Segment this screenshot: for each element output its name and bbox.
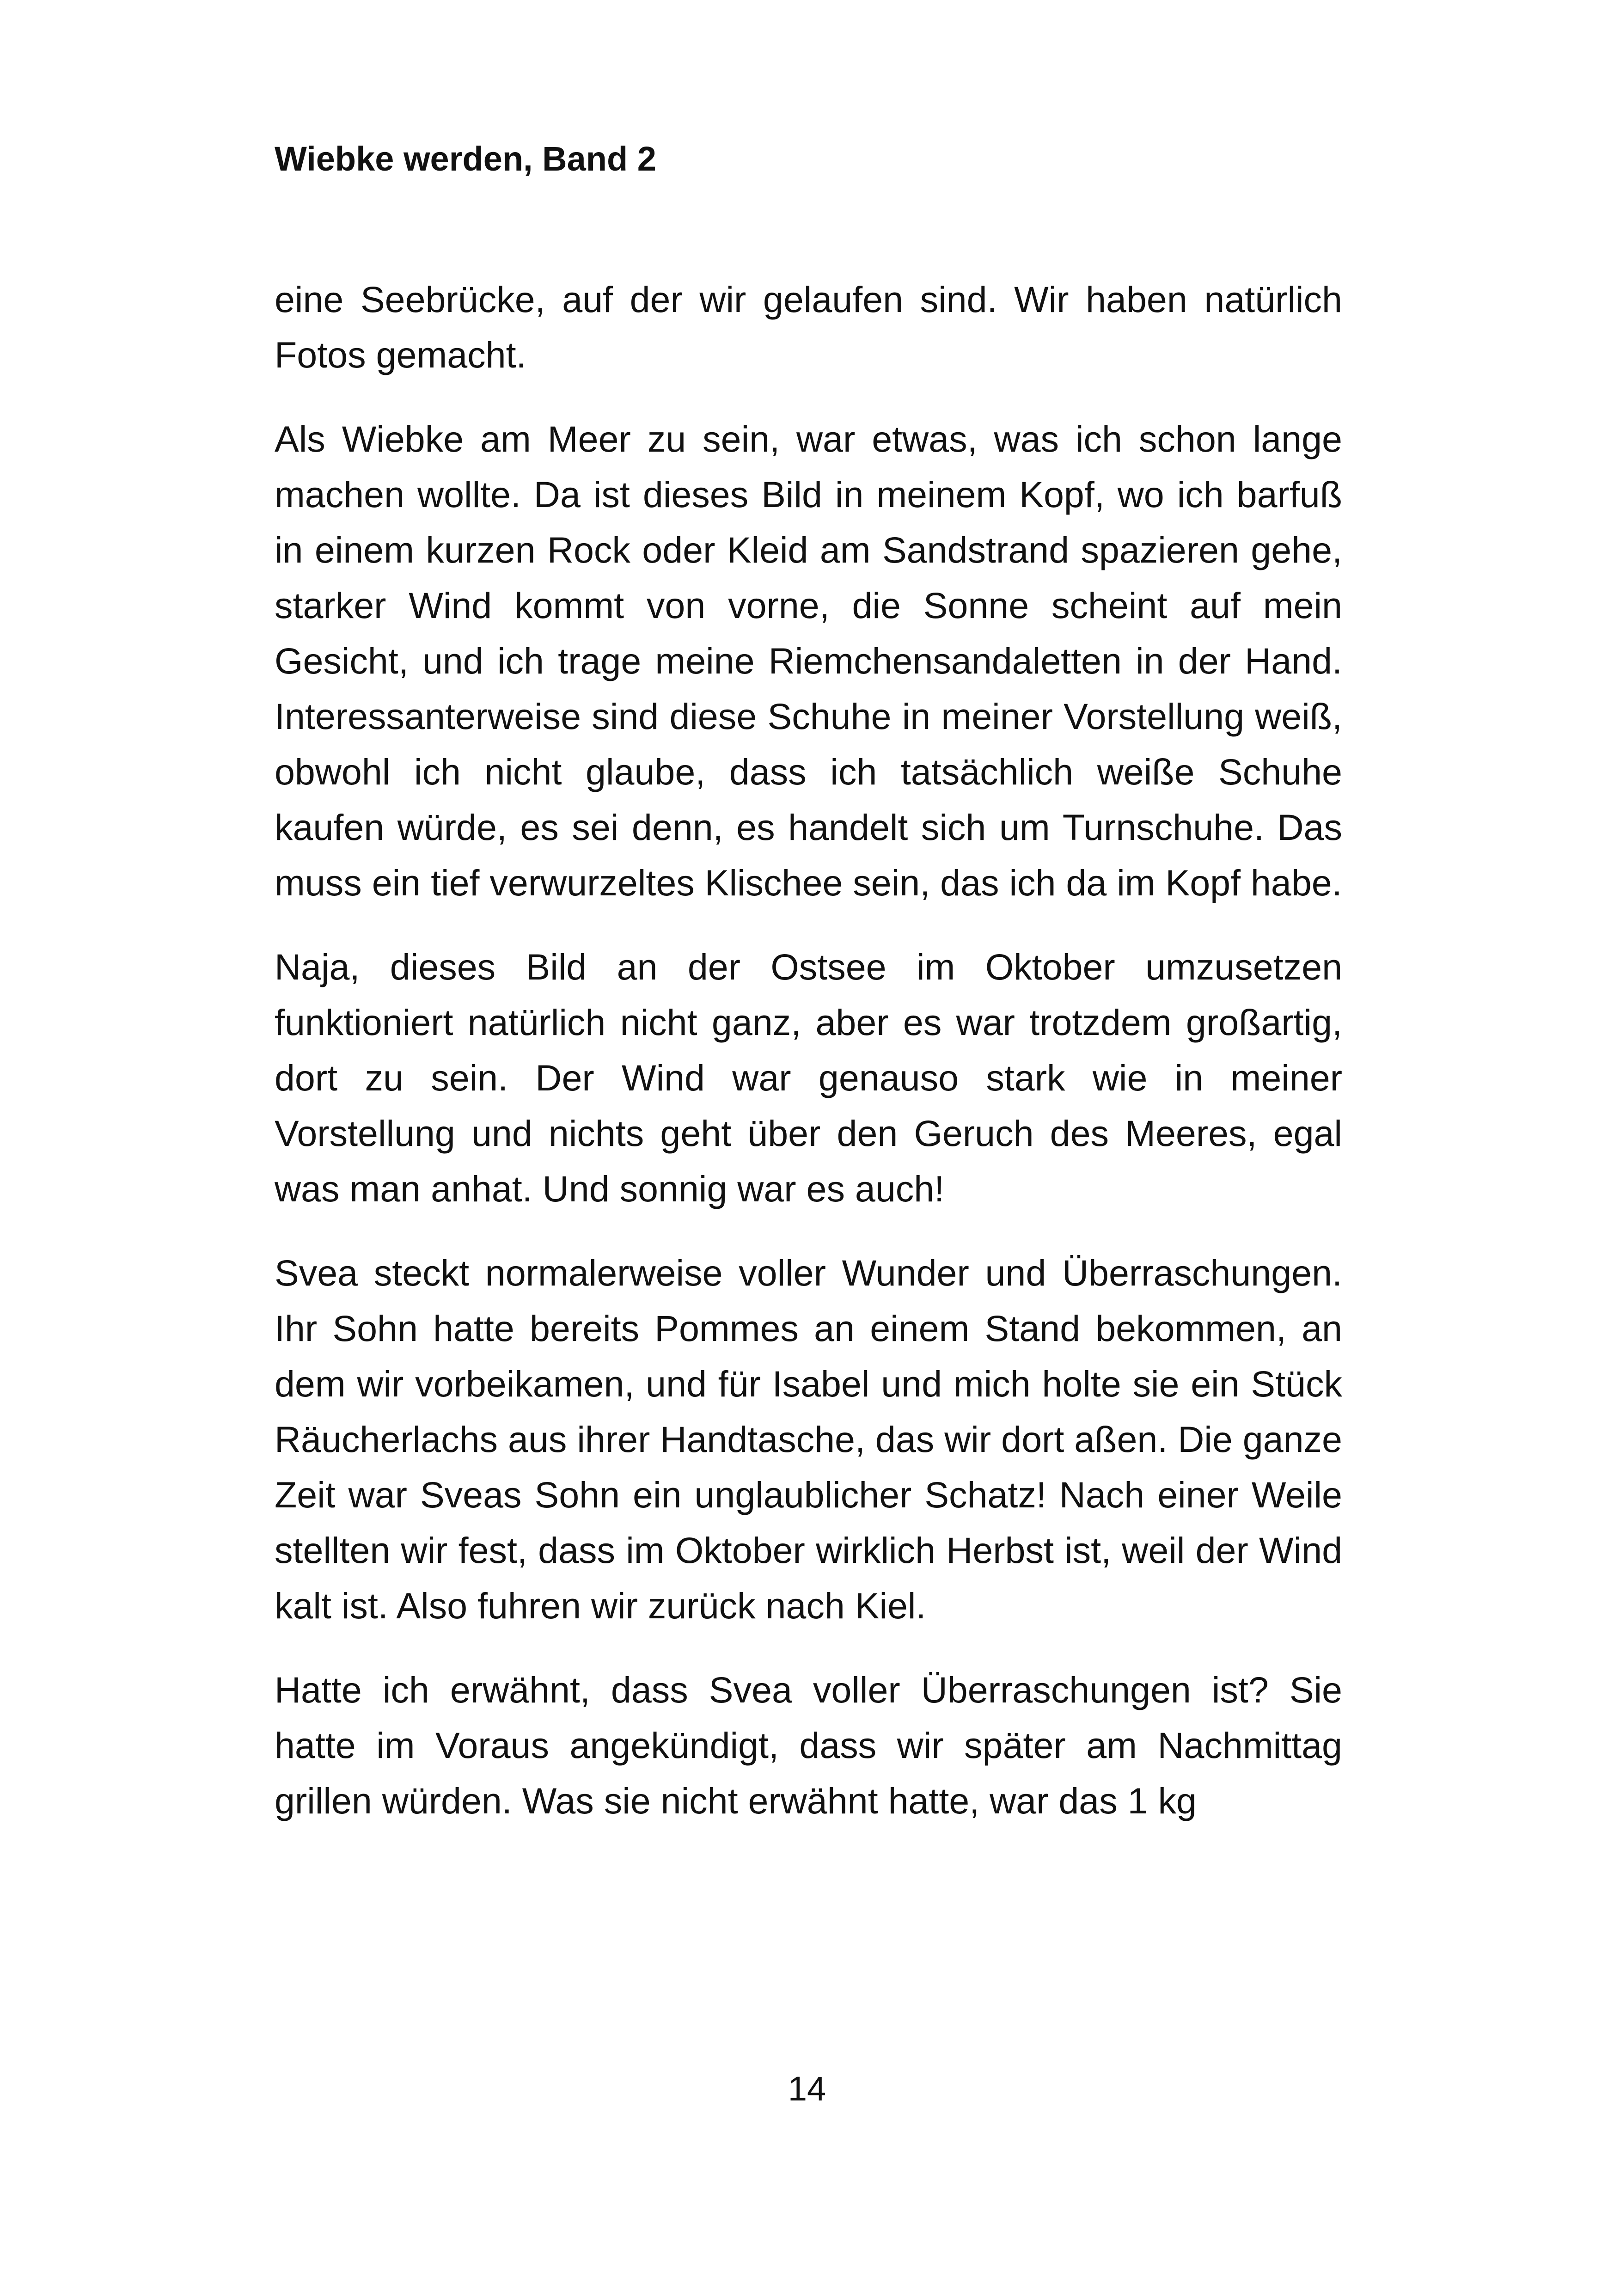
paragraph-4: Svea steckt normalerweise voller Wunder und Überraschungen. Ihr Sohn hatte bereits Pommes an einem Stand bekommen, an dem wir vorbeikamen, und für Isabel und mich holte sie ein Stück Räucherlachs aus ihrer Handtasche, das wir dort aßen. Die ganze Zeit war Sveas Sohn ein unglaublicher Schatz! Nach einer Weile stellten wir fest, dass im Oktober wirklich Herbst ist, weil der Wind kalt ist. Also fuhren wir zurück nach Kiel. — [275, 1252, 1342, 1626]
paragraph-5: Hatte ich erwähnt, dass Svea voller Überraschungen ist? Sie hatte im Voraus angekündigt, dass wir später am Nachmittag grillen würden. Was sie nicht erwähnt hatte, war das 1 kg — [275, 1669, 1342, 1821]
paragraph-2: Als Wiebke am Meer zu sein, war etwas, was ich schon lange machen wollte. Da ist dieses Bild in meinem Kopf, wo ich barfuß in einem kurzen Rock oder Kleid am Sandstrand spazieren gehe, starker Wind kommt von vorne, die Sonne scheint auf mein Gesicht, und ich trage meine Riemchensandaletten in der Hand. Interessanterweise sind diese Schuhe in meiner Vorstellung weiß, obwohl ich nicht glaube, dass ich tatsächlich weiße Schuhe kaufen würde, es sei denn, es handelt sich um Turnschuhe. Das muss ein tief verwurzeltes Klischee sein, das ich da im Kopf habe. — [275, 418, 1342, 903]
running-header-title: Wiebke werden, Band 2 — [275, 140, 656, 178]
paragraph-1: eine Seebrücke, auf der wir gelaufen sind. Wir haben natürlich Fotos gemacht. — [275, 279, 1342, 375]
paragraph-3: Naja, dieses Bild an der Ostsee im Oktober umzusetzen funktioniert natürlich nicht ganz, aber es war trotzdem großartig, dort zu sein. Der Wind war genauso stark wie in meiner Vorstellung und nichts geht über den Geruch des Meeres, egal was man anhat. Und sonnig war es auch! — [275, 946, 1342, 1209]
body-text — [275, 272, 1342, 1857]
page-number: 14 — [788, 2069, 826, 2108]
